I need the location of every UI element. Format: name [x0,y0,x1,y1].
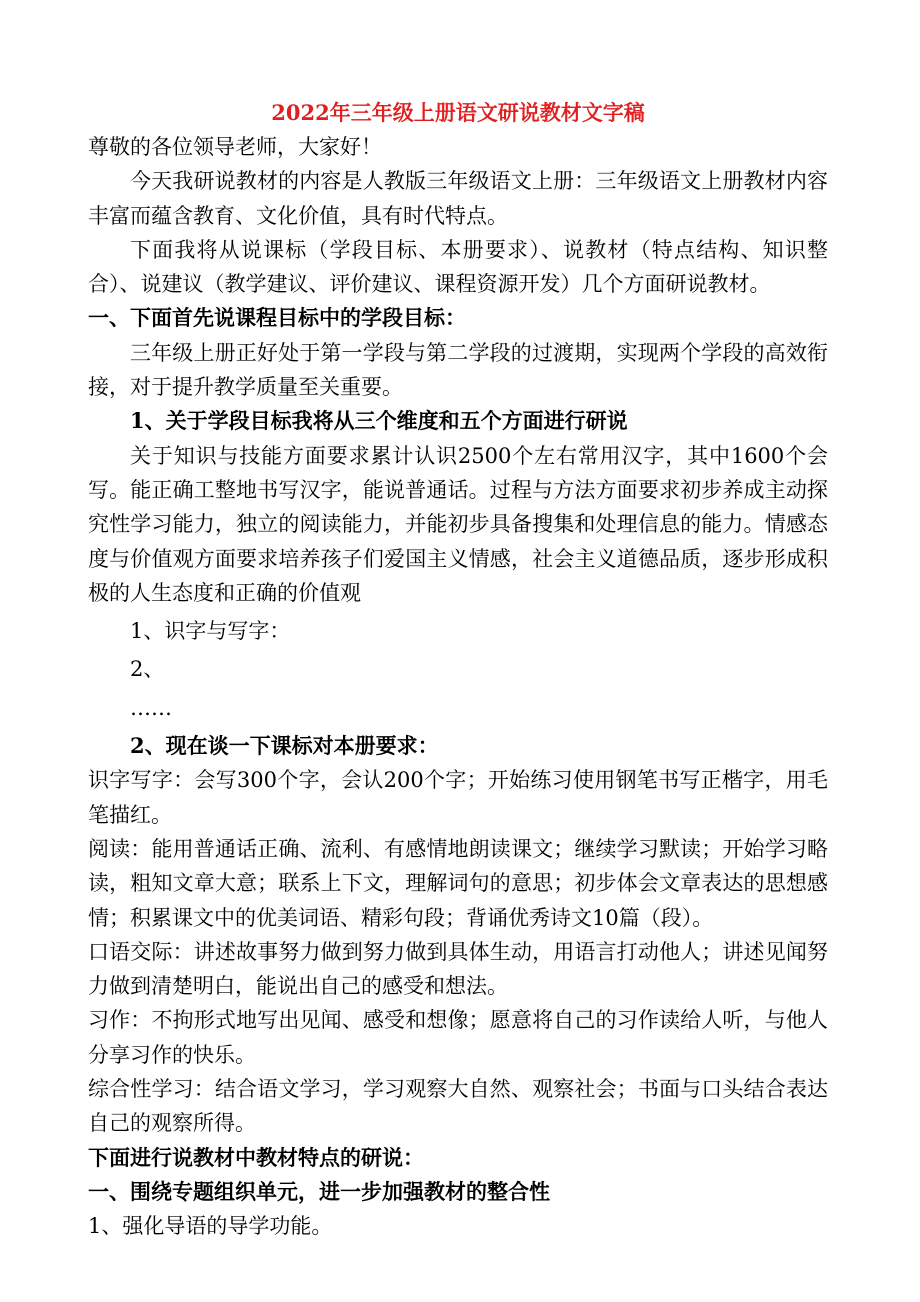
greeting: 尊敬的各位领导老师，大家好！ [88,135,382,159]
feature-1-heading: 一、围绕专题组织单元，进一步加强教材的整合性 [88,1178,550,1204]
requirement-writing: 习作：不拘形式地写出见闻、感受和想像；愿意将自己的习作读给人听，与他人分享习作的快乐。 [88,1008,828,1067]
requirement-speaking: 口语交际：讲述故事努力做到努力做到具体生动，用语言打动他人；讲述见闻努力做到清楚明白，能说出自己的感受和想法。 [88,939,828,999]
feature-1-item-1: 1、强化导语的导学功能。 [88,1214,333,1239]
features-heading: 下面进行说教材中教材特点的研说： [88,1144,424,1170]
intro-paragraph-2: 下面我将从说课标（学段目标、本册要求）、说教材（特点结构、知识整合）、说建议（教学建议、评价建议、课程资源开发）几个方面研说教材。 [88,237,828,297]
list-item-1: 1、识字与写字： [130,619,291,644]
section-1-paragraph: 三年级上册正好处于第一学段与第二学段的过渡期，实现两个学段的高效衔接，对于提升教学质量至关重要。 [88,340,828,400]
subsection-1-paragraph: 关于知识与技能方面要求累计认识2500个左右常用汉字，其中1600个会写。能正确工整地书写汉字，能说普通话。过程与方法方面要求初步养成主动探究性学习能力，独立的阅读能力，并能初步具备搜集和处理信息的能力。情感态度与价值观方面要求培养孩子们爱国主义情感，社会主义道德品质，逐步形成积极的人生态度和正确的价值观 [88,443,828,605]
intro-paragraph-1: 今天我研说教材的内容是人教版三年级语文上册：三年级语文上册教材内容丰富而蕴含教育、文化价值，具有时代特点。 [88,169,828,228]
list-item-2: 2、 [130,657,165,682]
section-1-heading: 一、下面首先说课程目标中的学段目标： [88,305,466,331]
document-title: 2022年三年级上册语文研说教材文字稿 [271,100,645,125]
requirement-literacy: 识字写字：会写300个字，会认200个字；开始练习使用钢笔书写正楷字，用毛笔描红。 [88,768,828,827]
requirement-reading: 阅读：能用普通话正确、流利、有感情地朗读课文；继续学习默读；开始学习略读，粗知文章大意；联系上下文，理解词句的意思；初步体会文章表达的思想感情；积累课文中的优美词语、精彩句段；背诵优秀诗文10篇（段）。 [88,836,828,930]
subsection-2-heading: 2、现在谈一下课标对本册要求： [130,733,439,759]
list-ellipsis: …… [130,695,172,720]
requirement-comprehensive: 综合性学习：结合语文学习，学习观察大自然、观察社会；书面与口头结合表达自己的观察所得。 [88,1077,828,1136]
subsection-1-heading: 1、关于学段目标我将从三个维度和五个方面进行研说 [130,408,628,434]
